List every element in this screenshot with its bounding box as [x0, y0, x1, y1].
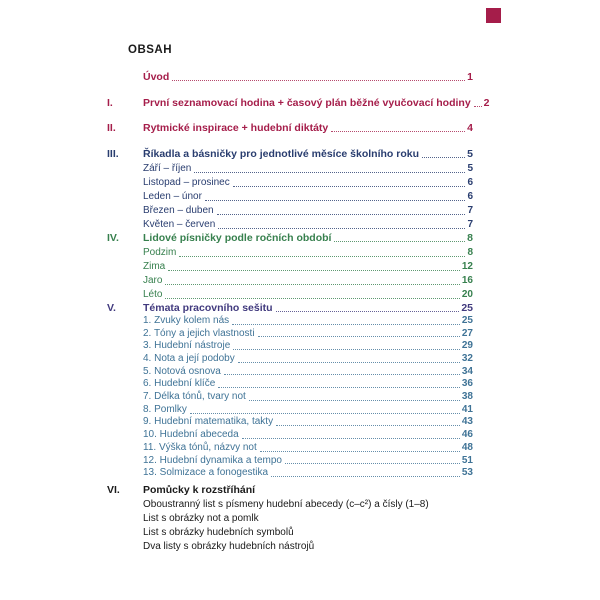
section-numeral: V.	[107, 302, 116, 314]
toc-section	[143, 71, 473, 84]
toc-item-label: Březen – duben	[143, 205, 214, 216]
section-numeral: IV.	[107, 232, 119, 244]
toc-item-row	[143, 353, 473, 366]
toc-item-row	[143, 315, 473, 328]
section-label: Říkadla a básničky pro jednotlivé měsíce školního roku	[143, 148, 420, 160]
leader-dots	[260, 451, 460, 452]
leader-dots	[165, 298, 459, 299]
toc-item-row	[143, 404, 473, 417]
leader-dots	[232, 324, 460, 325]
toc-item-label: List s obrázky not a pomlk	[143, 512, 259, 524]
toc-section-row	[107, 232, 473, 245]
leader-dots	[217, 214, 466, 215]
toc-item-label: 11. Výška tónů, názvy not	[143, 441, 257, 453]
toc-item-label: Dva listy s obrázky hudebních nástrojů	[143, 540, 315, 552]
page-number: 25	[461, 302, 473, 314]
toc-section	[107, 483, 473, 554]
leader-dots	[474, 106, 482, 107]
page-number: 29	[461, 340, 473, 352]
toc-item-row	[143, 176, 473, 190]
leader-dots	[334, 241, 465, 242]
leader-dots	[422, 157, 465, 158]
leader-dots	[285, 463, 460, 464]
page-number: 25	[461, 314, 473, 326]
page-number: 36	[461, 378, 473, 390]
leader-dots	[249, 400, 460, 401]
toc-item-label: List s obrázky hudebních symbolů	[143, 526, 294, 538]
page-number: 6	[467, 177, 473, 188]
leader-dots	[331, 131, 465, 132]
toc-section	[107, 148, 473, 232]
leader-dots	[168, 270, 460, 271]
toc-item-row	[143, 526, 473, 540]
page-number: 8	[467, 247, 473, 258]
page-number: 5	[467, 148, 473, 160]
toc-item-row	[143, 498, 473, 512]
leader-dots	[190, 413, 460, 414]
toc-item-label: 3. Hudební nástroje	[143, 340, 231, 352]
page-title: OBSAH	[128, 44, 173, 56]
page-number: 20	[461, 289, 473, 300]
toc-list	[107, 71, 490, 554]
toc-item-row	[143, 540, 473, 554]
toc-item-label: 8. Pomlky	[143, 403, 187, 415]
leader-dots	[242, 438, 460, 439]
leader-dots	[271, 476, 460, 477]
leader-dots	[194, 172, 465, 173]
toc-item-list	[143, 162, 473, 232]
section-label: První seznamovací hodina + časový plán běžné vyučovací hodiny	[143, 97, 471, 109]
section-numeral: II.	[107, 122, 116, 134]
toc-item-row	[143, 204, 473, 218]
toc-section	[107, 232, 473, 302]
page-number: 32	[461, 353, 473, 365]
page-number: 7	[467, 219, 473, 230]
page-number: 1	[467, 71, 473, 83]
toc-item-label: 4. Nota a její podoby	[143, 353, 235, 365]
leader-dots	[224, 374, 460, 375]
page-number: 8	[467, 232, 473, 244]
toc-section-row	[107, 97, 490, 110]
toc-item-row	[143, 340, 473, 353]
toc-item-row	[143, 246, 473, 260]
section-label: Rytmické inspirace + hudební diktáty	[143, 122, 329, 134]
toc-item-row	[143, 190, 473, 204]
toc-item-label: 13. Solmizace a fonogestika	[143, 467, 269, 479]
toc-item-label: Podzim	[143, 247, 177, 258]
toc-section-row	[107, 483, 473, 497]
toc-item-list	[143, 246, 473, 302]
leader-dots	[165, 284, 459, 285]
toc-section-row	[107, 148, 473, 161]
toc-item-label: Listopad – prosinec	[143, 177, 230, 188]
toc-item-label: Jaro	[143, 275, 163, 286]
leader-dots	[238, 362, 460, 363]
section-numeral: VI.	[107, 483, 120, 496]
page-number: 34	[461, 365, 473, 377]
toc-item-label: Leden – únor	[143, 191, 202, 202]
toc-item-row	[143, 288, 473, 302]
leader-dots	[218, 387, 460, 388]
page-number: 53	[461, 467, 473, 479]
toc-item-label: 10. Hudební abeceda	[143, 429, 239, 441]
toc-item-row	[143, 218, 473, 232]
toc-item-list	[143, 315, 473, 480]
toc-item-row	[143, 467, 473, 480]
toc-item-row	[143, 366, 473, 379]
toc-item-row	[143, 378, 473, 391]
section-numeral: III.	[107, 148, 119, 160]
toc-item-label: Léto	[143, 289, 163, 300]
page-number: 43	[461, 416, 473, 428]
leader-dots	[233, 186, 466, 187]
page-number: 38	[461, 391, 473, 403]
toc-item-row	[143, 455, 473, 468]
page-number: 12	[461, 261, 473, 272]
toc-item-label: 1. Zvuky kolem nás	[143, 314, 230, 326]
leader-dots	[205, 200, 465, 201]
toc-item-list	[143, 498, 473, 554]
page-number: 6	[467, 191, 473, 202]
page-number: 48	[461, 441, 473, 453]
toc-section	[107, 97, 490, 110]
toc-item-row	[143, 260, 473, 274]
page-number: 16	[461, 275, 473, 286]
toc-item-label: 5. Notová osnova	[143, 365, 221, 377]
leader-dots	[179, 256, 465, 257]
toc-item-label: 6. Hudební klíče	[143, 378, 216, 390]
toc-section	[107, 302, 473, 480]
section-label: Lidové písničky podle ročních období	[143, 232, 332, 244]
toc-section-row	[107, 122, 473, 135]
toc-item-row	[143, 274, 473, 288]
toc-section-row	[143, 71, 473, 84]
toc-item-row	[143, 417, 473, 430]
leader-dots	[172, 80, 465, 81]
section-label: Pomůcky k rozstříhání	[143, 483, 256, 496]
toc-item-label: Zima	[143, 261, 166, 272]
toc-item-label: 9. Hudební matematika, takty	[143, 416, 274, 428]
page-number: 7	[467, 205, 473, 216]
section-label: Úvod	[143, 71, 170, 83]
leader-dots	[258, 336, 460, 337]
page-number: 5	[467, 163, 473, 174]
toc-item-label: Oboustranný list s písmeny hudební abecedy (c–c²) a čísly (1–8)	[143, 498, 429, 510]
page-number: 2	[483, 97, 490, 109]
toc-item-row	[143, 512, 473, 526]
toc-item-row	[143, 429, 473, 442]
toc-item-label: 2. Tóny a jejich vlastnosti	[143, 327, 255, 339]
toc-item-label: 12. Hudební dynamika a tempo	[143, 454, 282, 466]
leader-dots	[218, 228, 465, 229]
toc-item-label: 7. Délka tónů, tvary not	[143, 391, 246, 403]
page-number: 46	[461, 429, 473, 441]
leader-dots	[276, 311, 460, 312]
section-numeral: I.	[107, 97, 113, 109]
section-label: Témata pracovního sešitu	[143, 302, 273, 314]
page-number: 27	[461, 327, 473, 339]
toc-item-row	[143, 328, 473, 341]
toc-item-label: Květen – červen	[143, 219, 216, 230]
toc-item-row	[143, 391, 473, 404]
page-number: 51	[461, 454, 473, 466]
page-number: 41	[461, 403, 473, 415]
toc-item-label: Září – říjen	[143, 163, 192, 174]
toc-section-row	[107, 302, 473, 315]
toc-item-row	[143, 442, 473, 455]
leader-dots	[233, 349, 460, 350]
page-number: 4	[467, 122, 473, 134]
toc-section	[107, 122, 473, 135]
toc-item-row	[143, 162, 473, 176]
leader-dots	[276, 425, 460, 426]
